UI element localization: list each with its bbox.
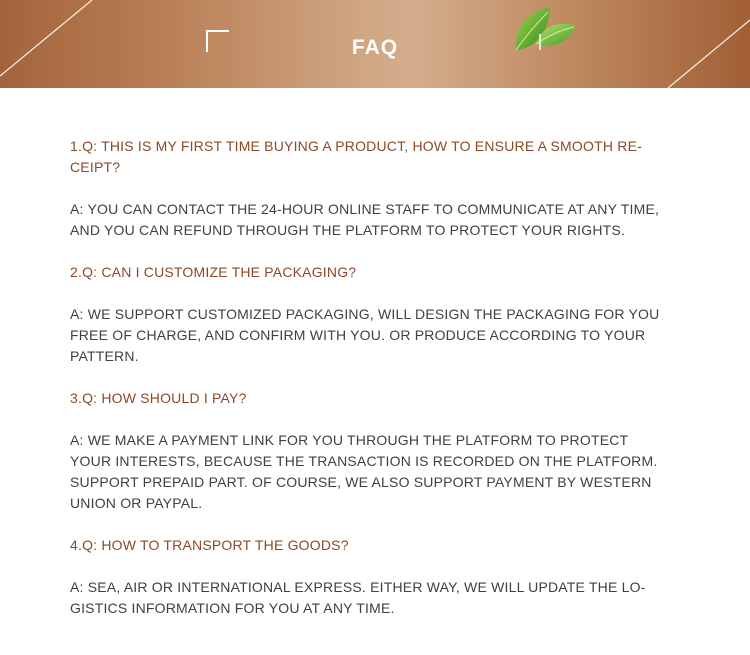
answer-line: GISTICS INFORMATION FOR YOU AT ANY TIME. <box>70 600 395 616</box>
answer-line: YOUR INTERESTS, BECAUSE THE TRANSACTION IS RECORDED ON THE PLATFORM. <box>70 453 658 469</box>
faq-banner <box>0 0 750 88</box>
faq-answer <box>70 199 690 241</box>
faq-question <box>70 262 690 283</box>
faq-item <box>70 388 690 514</box>
answer-line: AND YOU CAN REFUND THROUGH THE PLATFORM TO PROTECT YOUR RIGHTS. <box>70 222 626 238</box>
faq-list <box>70 136 690 619</box>
faq-question <box>70 535 690 556</box>
question-line: CEIPT? <box>70 159 121 175</box>
answer-line: SUPPORT PREPAID PART. OF COURSE, WE ALSO SUPPORT PAYMENT BY WESTERN <box>70 474 652 490</box>
question-line: 4.Q: HOW TO TRANSPORT THE GOODS? <box>70 537 349 553</box>
answer-line: A: YOU CAN CONTACT THE 24-HOUR ONLINE STAFF TO COMMUNICATE AT ANY TIME, <box>70 201 660 217</box>
question-line: 1.Q: THIS IS MY FIRST TIME BUYING A PRODUCT, HOW TO ENSURE A SMOOTH RE- <box>70 138 642 154</box>
answer-line: A: WE SUPPORT CUSTOMIZED PACKAGING, WILL DESIGN THE PACKAGING FOR YOU <box>70 306 660 322</box>
page-title: FAQ <box>351 36 399 59</box>
faq-answer <box>70 304 690 367</box>
question-line: 3.Q: HOW SHOULD I PAY? <box>70 390 247 406</box>
answer-line: A: SEA, AIR OR INTERNATIONAL EXPRESS. EITHER WAY, WE WILL UPDATE THE LO- <box>70 579 646 595</box>
answer-line: PATTERN. <box>70 348 139 364</box>
question-line: 2.Q: CAN I CUSTOMIZE THE PACKAGING? <box>70 264 357 280</box>
faq-item <box>70 535 690 619</box>
green-leaf-icon <box>512 4 578 60</box>
faq-question <box>70 136 690 178</box>
answer-line: A: WE MAKE A PAYMENT LINK FOR YOU THROUGH THE PLATFORM TO PROTECT <box>70 432 629 448</box>
faq-item <box>70 136 690 241</box>
faq-answer <box>70 577 690 619</box>
faq-item <box>70 262 690 367</box>
faq-question <box>70 388 690 409</box>
answer-line: UNION OR PAYPAL. <box>70 495 203 511</box>
faq-answer <box>70 430 690 514</box>
answer-line: FREE OF CHARGE, AND CONFIRM WITH YOU. OR PRODUCE ACCORDING TO YOUR <box>70 327 646 343</box>
